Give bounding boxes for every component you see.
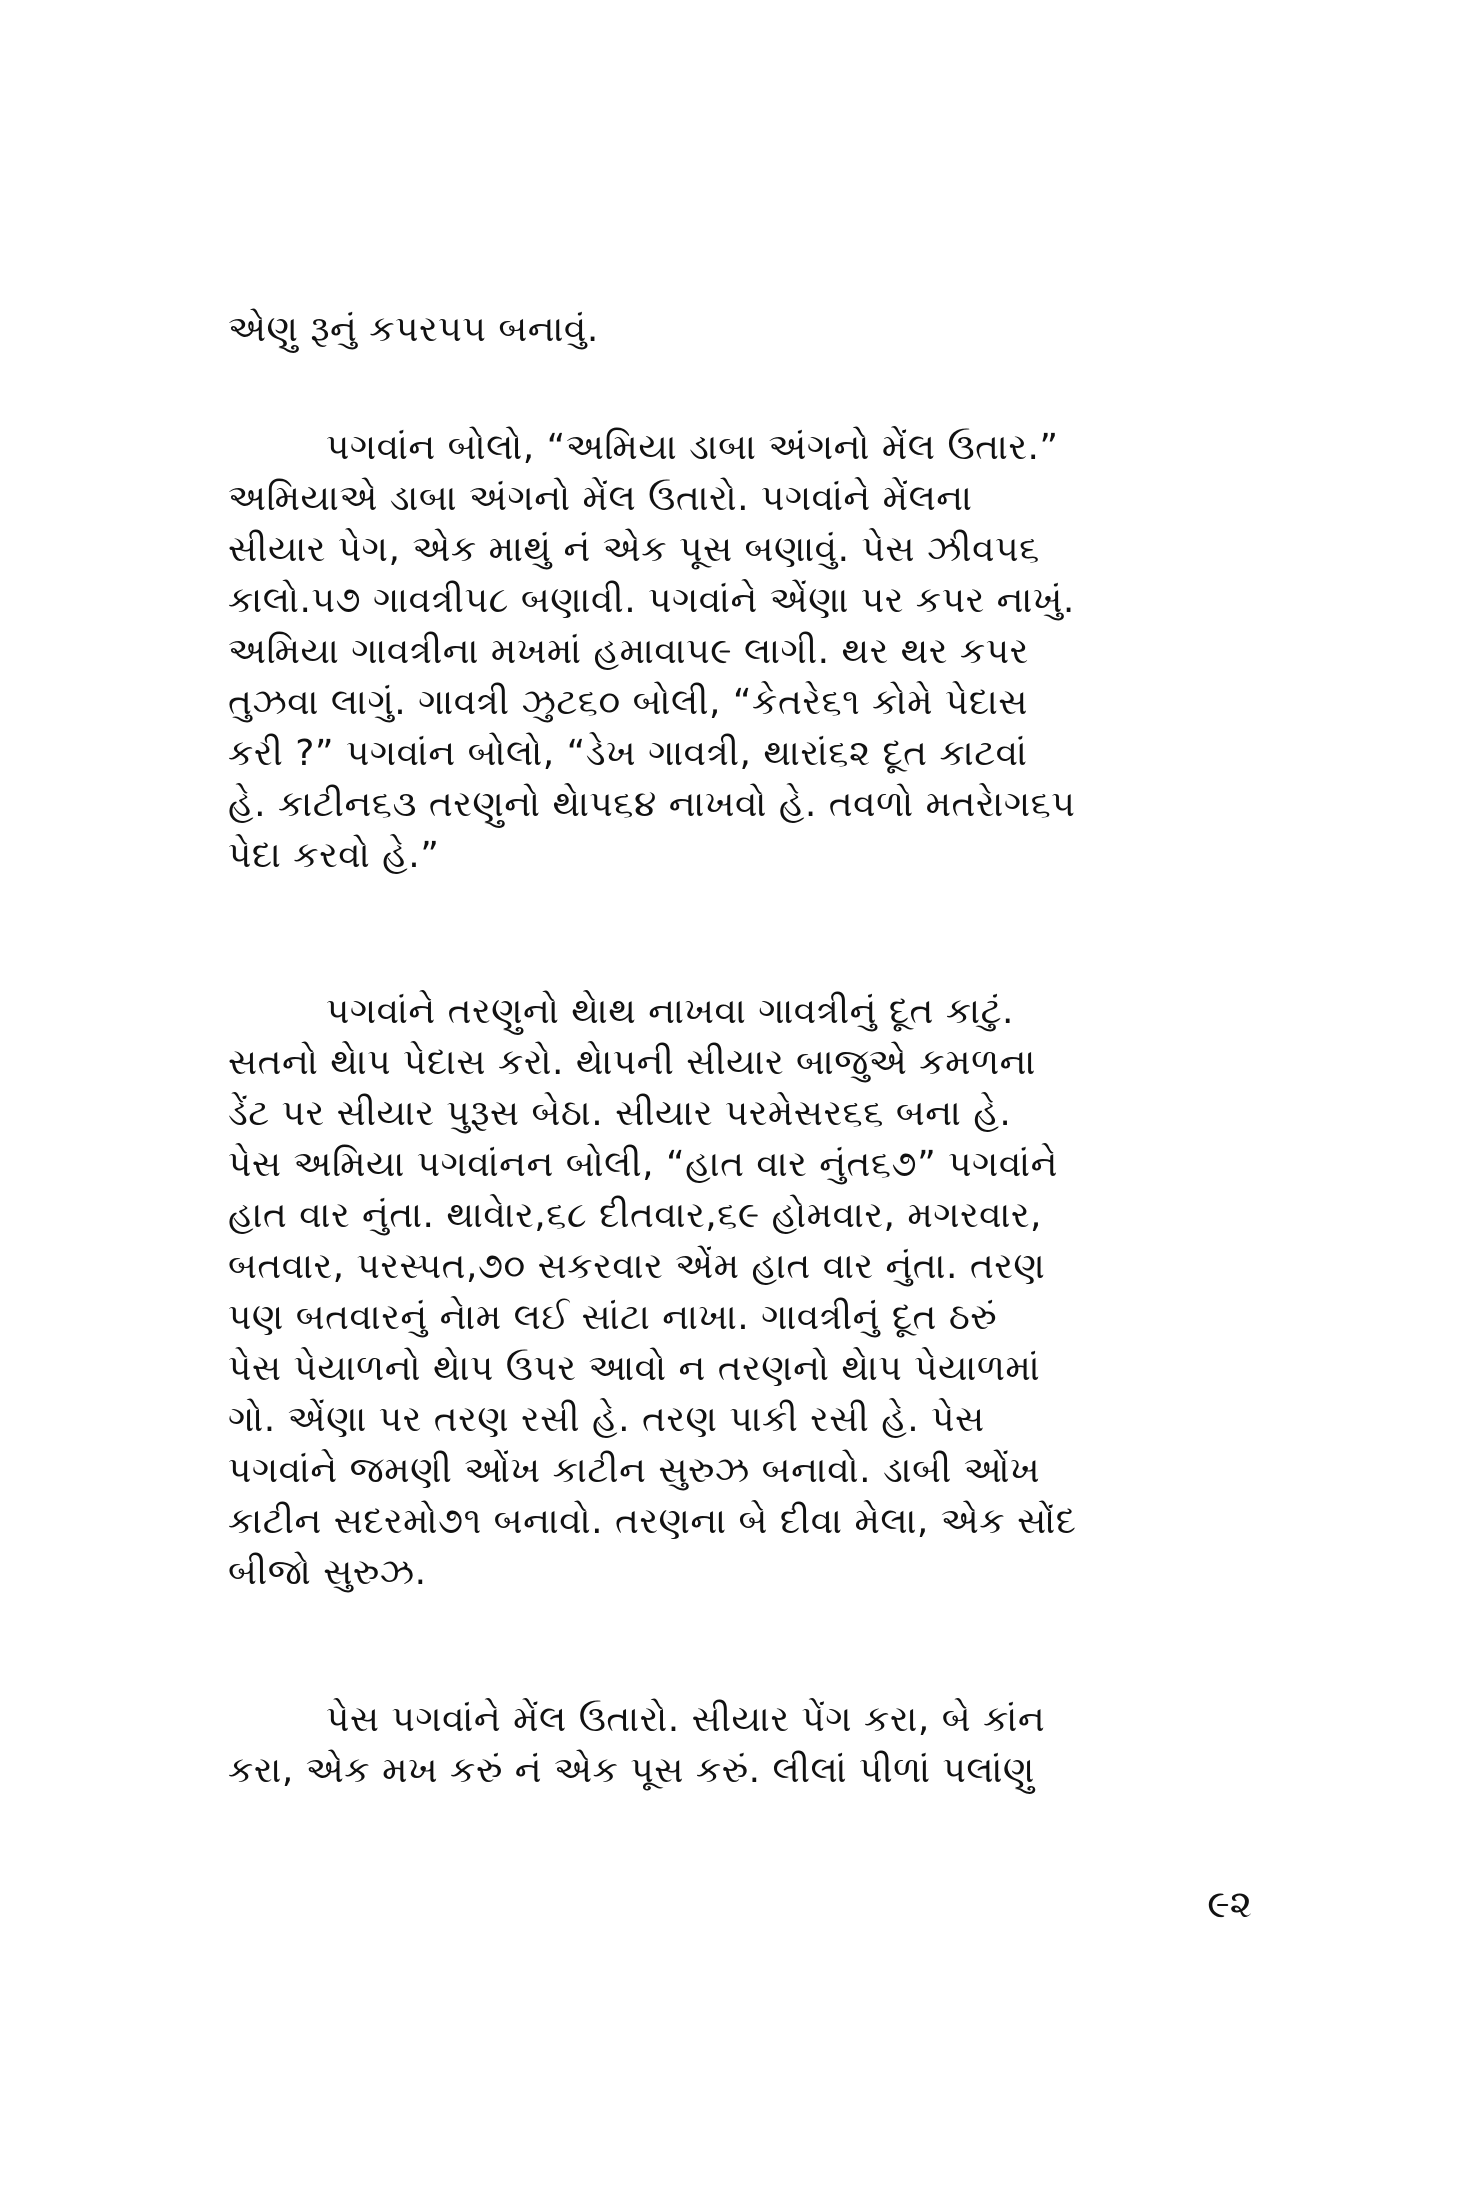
text-line: સીયાર પેગ, એક માથું નં એક પૂસ બણાવું. પેસ ઝીવ૫૬ bbox=[228, 529, 1040, 570]
text-line: પગવાંન બોલો, “અમિયા ડાબા અંગનો મેંલ ઉતાર.” bbox=[326, 427, 1059, 468]
text-line: અમિયા ગાવત્રીના મખમાં હમાવા૫૯ લાગી. થર થર કપર bbox=[228, 631, 1029, 672]
text-line: હે. કાટીન૬૩ તરણુનો થેાપ૬૪ નાખવો હે. તવળો મતરેાગ૬૫ bbox=[228, 784, 1076, 825]
text-line: કાલો.૫૭ ગાવત્રી૫૮ બણાવી. પગવાંને એંણા પર કપર નાખું. bbox=[228, 580, 1075, 621]
text-line: કરા, એક મખ કરું નં એક પૂસ કરું. લીલાં પીળાં પલાંણુ bbox=[228, 1750, 1035, 1791]
page-number: ૯૨ bbox=[1207, 1882, 1252, 1926]
text-line: હાત વાર નુંતા. થાવેાર,૬૮ દીતવાર,૬૯ હોમવાર, મગરવાર, bbox=[228, 1195, 1042, 1236]
text-line: બીજો સુરુઝ. bbox=[228, 1552, 427, 1593]
paragraph bbox=[228, 986, 1248, 1598]
text-line: કરી ?” પગવાંન બોલો, “ડેખ ગાવત્રી, થારાં૬૨ દૂત કાટવાં bbox=[228, 733, 1028, 774]
text-line: પેસ પગવાંને મેંલ ઉતારો. સીયાર પેંગ કરા, બે કાંન bbox=[326, 1699, 1046, 1740]
text-line: કાટીન સદરમો૭૧ બનાવો. તરણના બે દીવા મેલા, એક સોંદ bbox=[228, 1501, 1077, 1542]
text-line: પેદા કરવો હે.” bbox=[228, 835, 440, 876]
text-line: અમિયાએ ડાબા અંગનો મેંલ ઉતારો. પગવાંને મેંલના bbox=[228, 478, 973, 519]
text-line: બતવાર, પરસ્પત,૭૦ સકરવાર એંમ હાત વાર નુંતા. તરણ bbox=[228, 1246, 1046, 1287]
paragraph bbox=[228, 1694, 1248, 1796]
text-line: પેસ અમિયા પગવાંનન બોલી, “હાત વાર નુંત૬૭” પગવાંને bbox=[228, 1144, 1058, 1185]
text-line: પણ બતવારનું નેામ લઈ સાંટા નાખા. ગાવત્રીનું દૂત ઠરું bbox=[228, 1297, 998, 1338]
text-line: તુઝવા લાગું. ગાવત્રી ઝુટ૬૦ બોલી, “કેતરે૬૧ કોમે પેદાસ bbox=[228, 682, 1028, 723]
paragraph bbox=[228, 422, 1248, 881]
text-line: પેસ પેયાળનો થેાપ ઉપર આવો ન તરણનો થેાપ પેયાળમાં bbox=[228, 1348, 1041, 1389]
text-line: પગવાંને જમણી ઓંખ કાટીન સુરુઝ બનાવો. ડાબી ઓંખ bbox=[228, 1450, 1041, 1491]
text-line: ડેંટ પર સીયાર પુરૂસ બેઠા. સીયાર પરમેસર૬૬ બના હે. bbox=[228, 1093, 1012, 1134]
text-line: એણુ રૂનું કપર૫૫ બનાવું. bbox=[228, 309, 599, 350]
paragraph bbox=[228, 304, 1248, 355]
text-line: ગો. એંણા પર તરણ રસી હે. તરણ પાકી રસી હે. પેસ bbox=[228, 1399, 985, 1440]
text-line: પગવાંને તરણુનો થેાથ નાખવા ગાવત્રીનું દૂત કાટું. bbox=[326, 991, 1014, 1032]
text-line: સતનો થેાપ પેદાસ કરો. થેાપની સીયાર બાજુએ કમળના bbox=[228, 1042, 1036, 1083]
